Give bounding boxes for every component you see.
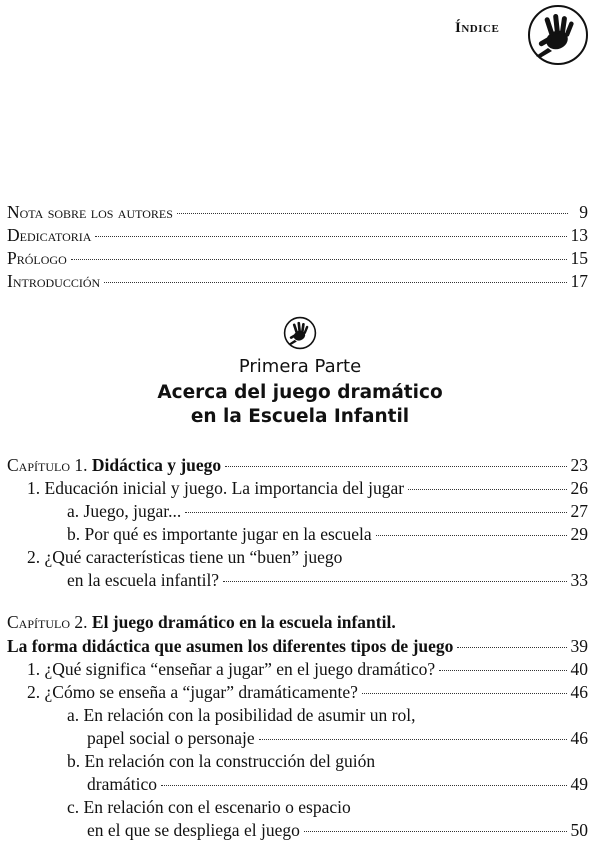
toc-entry-page: 39: [570, 636, 588, 656]
toc-entry: [27, 659, 588, 680]
part-title: Acerca del juego dramático: [157, 382, 443, 403]
chapter-title: Didáctica y juego: [91, 455, 222, 475]
toc-entry-page: 23: [570, 455, 588, 475]
leader-dots: [95, 236, 566, 237]
toc-entry-label: Dedicatoria: [7, 225, 92, 245]
chapter-title: El juego dramático en la escuela infantil.: [91, 612, 396, 632]
toc-entry-label: papel social o personaje: [87, 728, 255, 748]
toc-entry: [87, 820, 588, 841]
leader-dots: [177, 213, 568, 214]
toc-entry-page: 27: [570, 501, 588, 521]
toc-entry-label: Introducción: [7, 271, 101, 291]
toc-entry-page: 50: [570, 820, 588, 840]
toc-entry-page: 13: [570, 225, 588, 245]
toc-entry-label: Prólogo: [7, 248, 67, 268]
toc-entry-page: 46: [570, 682, 588, 702]
chapter-prefix: Capítulo 2.: [7, 612, 88, 632]
toc-entry-label: dramático: [87, 774, 157, 794]
toc-entry-page: 17: [570, 271, 588, 291]
toc-entry-label: b. Por qué es importante jugar en la escuela: [67, 524, 372, 544]
leader-dots: [362, 693, 567, 694]
toc-entry-page: 29: [570, 524, 588, 544]
toc-entry: [27, 682, 588, 703]
toc-entry: [7, 225, 588, 246]
toc-entry-label: c. En relación con el escenario o espacio: [67, 797, 351, 817]
toc-entry-label: Nota sobre los autores: [7, 202, 173, 222]
leader-dots: [104, 282, 566, 283]
leader-dots: [71, 259, 567, 260]
handprint-icon: [526, 3, 590, 67]
toc-entry-page: 40: [570, 659, 588, 679]
chapter-heading: [7, 612, 396, 633]
toc-entry: [87, 774, 588, 795]
toc-entry: [67, 570, 588, 591]
toc-entry-label: 1. Educación inicial y juego. La importancia del jugar: [27, 478, 405, 498]
chapter-title: La forma didáctica que asumen los diferentes tipos de juego: [7, 636, 454, 656]
toc-entry-page: 26: [570, 478, 588, 498]
leader-dots: [225, 466, 566, 467]
leader-dots: [259, 739, 567, 740]
toc-entry-page: 46: [570, 728, 588, 748]
part-title: en la Escuela Infantil: [190, 406, 410, 427]
toc-entry-label: a. Juego, jugar...: [67, 501, 182, 521]
toc-entry-page: 9: [579, 202, 588, 222]
toc-entry: [7, 271, 588, 292]
toc-entry-label: a. En relación con la posibilidad de asumir un rol,: [67, 705, 416, 725]
leader-dots: [457, 647, 566, 648]
toc-entry-label: en el que se despliega el juego: [87, 820, 300, 840]
toc-entry-page: 15: [570, 248, 588, 268]
toc-entry: [67, 501, 588, 522]
leader-dots: [439, 670, 566, 671]
chapter-heading: [7, 636, 588, 657]
chapter-heading: [7, 455, 588, 476]
chapter-prefix: Capítulo 1.: [7, 455, 88, 475]
toc-entry-page: 49: [570, 774, 588, 794]
toc-entry: [7, 202, 588, 223]
handprint-icon: [283, 316, 317, 350]
toc-entry-label: 1. ¿Qué significa “enseñar a jugar” en el juego dramático?: [27, 659, 436, 679]
toc-entry: [67, 524, 588, 545]
toc-entry: [7, 248, 588, 269]
leader-dots: [408, 489, 566, 490]
leader-dots: [185, 512, 566, 513]
toc-entry-label: b. En relación con la construcción del guión: [67, 751, 376, 771]
page-title: Índice: [455, 20, 500, 36]
part-label: Primera Parte: [238, 356, 362, 377]
toc-entry-label: en la escuela infantil?: [67, 570, 220, 590]
toc-entry-label: 2. ¿Cómo se enseña a “jugar” dramáticamente?: [27, 682, 358, 702]
toc-entry: [87, 728, 588, 749]
leader-dots: [223, 581, 566, 582]
leader-dots: [161, 785, 567, 786]
leader-dots: [376, 535, 567, 536]
toc-entry-page: 33: [570, 570, 588, 590]
toc-entry-label: 2. ¿Qué características tiene un “buen” juego: [27, 547, 343, 567]
leader-dots: [304, 831, 567, 832]
toc-entry: [27, 478, 588, 499]
